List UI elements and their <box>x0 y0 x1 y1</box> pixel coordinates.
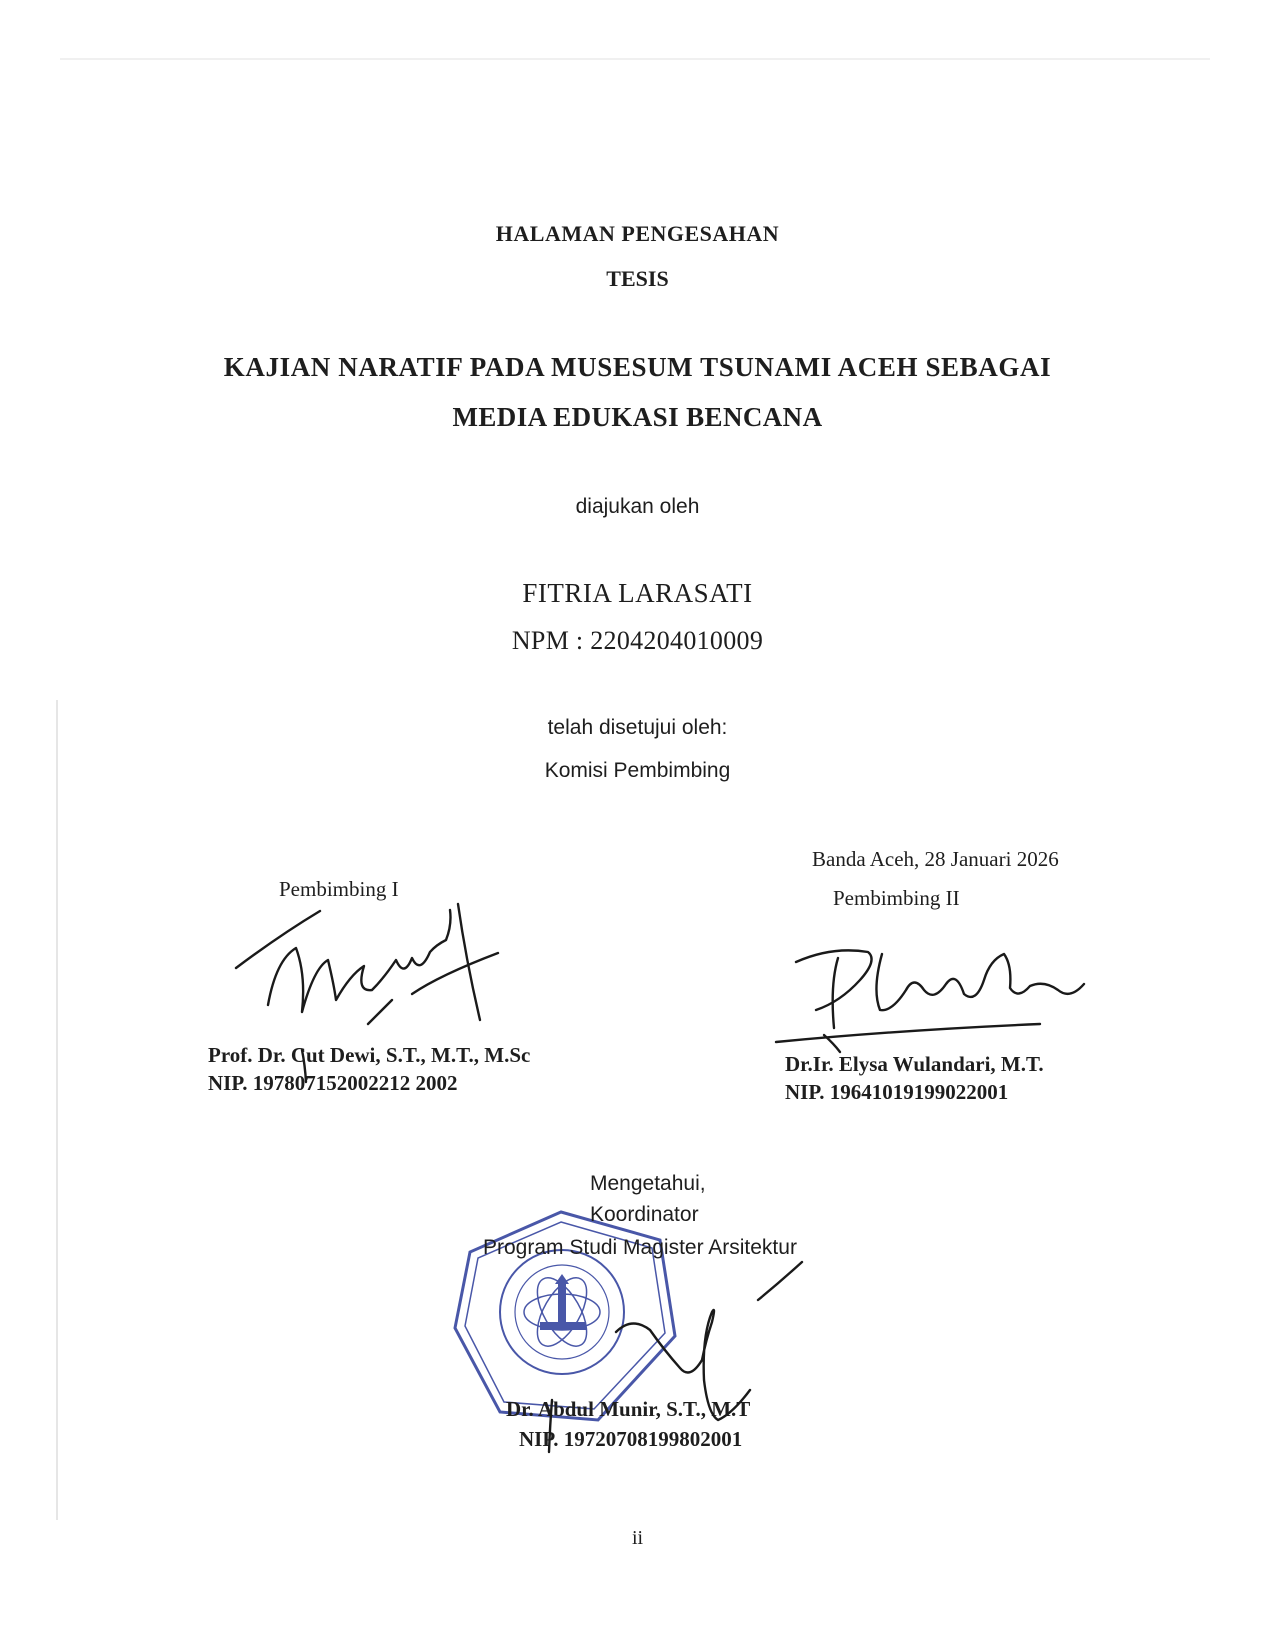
supervisor-2-nip: NIP. 19641019199022001 <box>785 1080 1009 1104</box>
supervisor-2-signature <box>776 950 1084 1052</box>
coordinator-nip: NIP. 19720708199802001 <box>519 1427 743 1451</box>
coordinator-signature <box>549 1262 802 1452</box>
page-number: ii <box>631 1527 644 1549</box>
page-heading: HALAMAN PENGESAHAN <box>495 221 780 246</box>
coordinator-position: Koordinator <box>590 1203 699 1226</box>
acknowledgement-label: Mengetahui, <box>590 1172 706 1195</box>
author-name: FITRIA LARASATI <box>522 578 753 608</box>
supervisor-2-name: Dr.Ir. Elysa Wulandari, M.T. <box>785 1052 1044 1076</box>
supervisor-1-nip: NIP. 197807152002212 2002 <box>208 1071 458 1095</box>
supervisor-1-name: Prof. Dr. Cut Dewi, S.T., M.T., M.Sc <box>208 1043 531 1067</box>
thesis-title-line-2: MEDIA EDUKASI BENCANA <box>452 402 823 432</box>
document-type: TESIS <box>606 266 669 291</box>
submitted-by-label: diajukan oleh <box>575 495 700 518</box>
approved-by-label: telah disetujui oleh: <box>547 716 728 739</box>
author-npm: NPM : 2204204010009 <box>511 626 764 655</box>
coordinator-name: Dr. Abdul Munir, S.T., M.T <box>506 1397 751 1421</box>
study-program: Program Studi Magister Arsitektur <box>483 1236 797 1259</box>
thesis-title-line-1: KAJIAN NARATIF PADA MUSESUM TSUNAMI ACEH SEBAGAI <box>223 352 1052 382</box>
supervisor-2-role: Pembimbing II <box>833 886 960 910</box>
committee-label: Komisi Pembimbing <box>544 759 731 782</box>
place-date: Banda Aceh, 28 Januari 2026 <box>812 847 1059 871</box>
supervisor-1-signature <box>236 904 498 1082</box>
supervisor-1-role: Pembimbing I <box>279 877 399 901</box>
